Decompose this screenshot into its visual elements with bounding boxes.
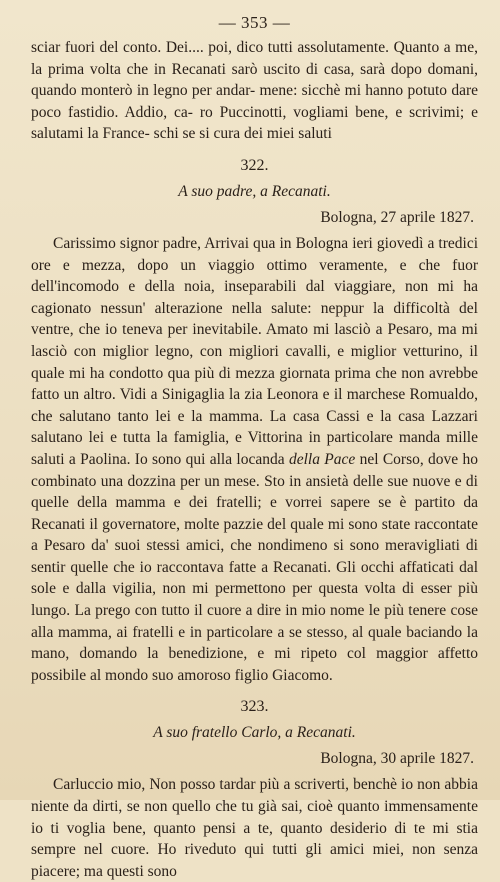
letter-body [31, 233, 478, 686]
letter-body: Carluccio mio, Non posso tardar più a scriverti, benchè io non abbia niente da dirti, se non quello che tu già sai, cioè quanto immensamente io ti voglia bene, quanto pensi a te, quanto desiderio di te mi stia sempre nel cuore. Ho riveduto qui tutti gli amici miei, non senza piacere; ma questi sono [31, 776, 478, 880]
page-number: — 353 — [218, 13, 291, 32]
letter-number: 322. [240, 156, 269, 174]
continuation-line: ro Puccinotti, vogliami bene, e scrivimi; e salutami la France- [31, 103, 478, 143]
continuation-line: mene: sicchè mi hanno potuto dare poco fastidio. Addio, ca- [31, 82, 478, 121]
letter-date: Bologna, 27 aprile 1827. [320, 208, 474, 226]
letter-322 [31, 156, 478, 686]
letter-body-text: Carissimo signor padre, Arrivai qua in Bologna ieri giovedì a tredici ore e mezza, dopo un viaggio ottimo veramente, e che fuor dell'incomodo e della noia, inseparabili dal viaggiare, non mi ha cagionato nessun' alterazione nella salute: neppur la difficoltà del ventre, che io teneva per inevitabile. Amato mi lasciò a Pesaro, ma mi lasciò con miglior legno, con migliori cavalli, e miglior vetturino, il quale mi ha condotto qua più di mezza giornata prima che non avrebbe fatto un altro. Vidi a Sinigaglia la zia Leonora e il marchese Romualdo, che salutano tanto lei e la mamma. La casa Cassi e la casa Lazzari salutano lei e tutta la famiglia, e Vittorina in particolare manda mille saluti a Paolina. Io sono qui alla locanda [31, 234, 478, 468]
continuation-paragraph [31, 37, 478, 145]
letter-heading: A suo padre, a Recanati. [178, 182, 331, 200]
continuation-line: schi se si cura dei miei saluti [153, 125, 332, 143]
letter-323 [31, 697, 478, 882]
continuation-line: casa, sarà dopo domani, quando monterò in legno per andar- [31, 60, 478, 100]
letter-heading: A suo fratello Carlo, a Recanati. [153, 724, 356, 742]
letter-date: Bologna, 30 aprile 1827. [320, 750, 474, 768]
letter-body-text: nel Corso, dove ho combinato una dozzina per un mese. Sto in ansietà delle sue nuove e di quelle della mamma e dei fratelli; e vorrei sapere se è partito da Recanati il governatore, molte pazzie del quale mi sono state raccontate a Pesaro da' suoi stessi amici, che nondimeno si sono meravigliati di sentir quelle che io raccontava fatte a Recanati. Gli occhi affaticati dal sole e dalla vigilia, non mi permettono per questa volta di esser più lungo. La prego con tutto il cuore a dire in mio nome le più tenere cose alla mamma, ai fratelli e in particolare a se stesso, al quale baciando la mano, domando la benedizione, e mi ripeto col maggior affetto possibile al mondo suo amoroso figlio Giacomo. [31, 450, 479, 684]
inn-name: della Pace [288, 450, 356, 468]
letter-number: 323. [240, 698, 269, 716]
continuation-line: Quanto a me, la prima volta che in Recanati sarò uscito di [31, 39, 478, 78]
continuation-line: sciar fuori del conto. Dei.... poi, dico tutti assolutamente. [31, 39, 389, 56]
